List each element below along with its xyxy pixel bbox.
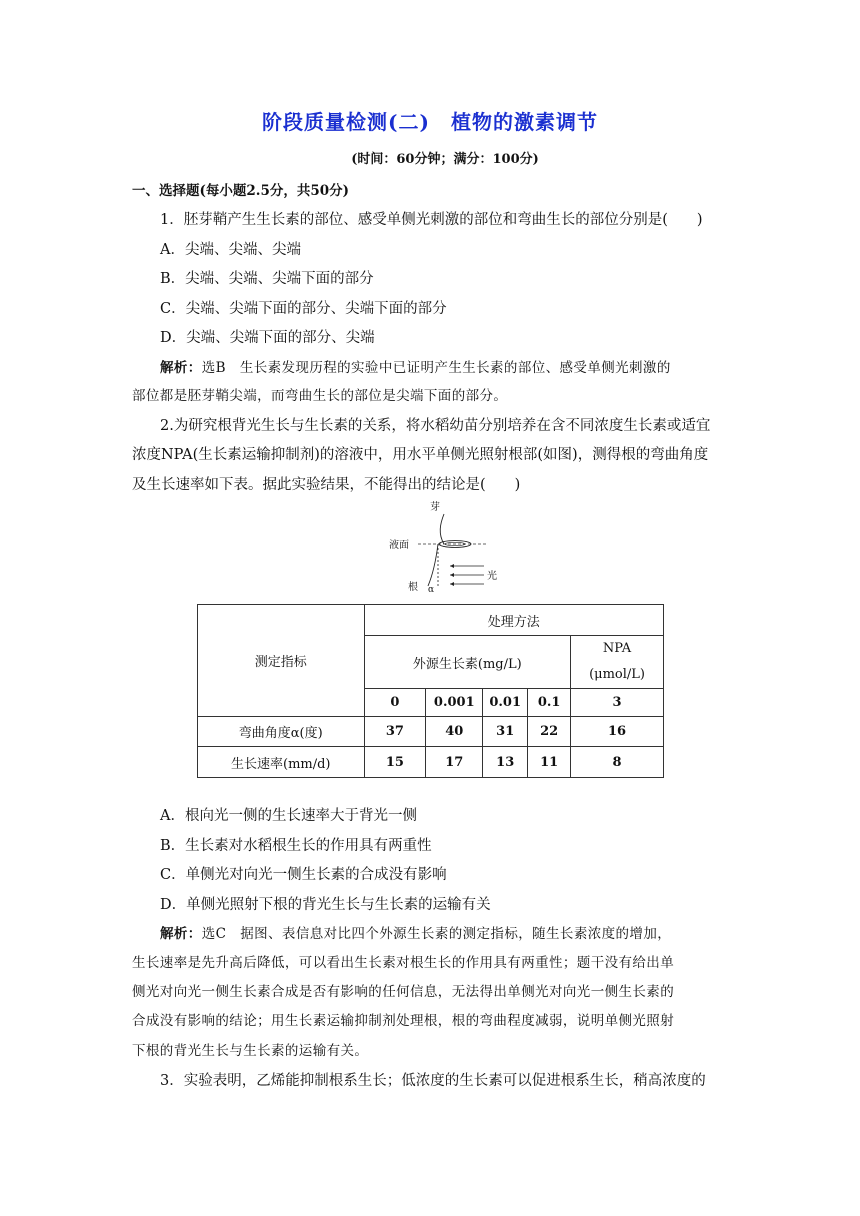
npa-header-name: NPA [602,641,632,656]
question-2-stem: 2.为研究根背光生长与生长素的关系，将水稻幼苗分别培养在含不同浓度生长素或适宜 [160,418,711,434]
light-arrows [450,564,484,586]
row-label: 生长速率(mm/d) [198,747,365,778]
question-1-stem: 1．胚芽鞘产生生长素的部位、感受单侧光刺激的部位和弯曲生长的部位分别是( ) [160,212,703,228]
concentration-cell: 3 [571,689,664,717]
section-heading: 一、选择题(每小题2.5分，共50分) [132,183,350,199]
question-2-analysis-cont: 生长速率是先升高后降低，可以看出生长素对根生长的作用具有两重性；题干没有给出单 [132,955,675,971]
question-2-analysis-cont: 下根的背光生长与生长素的运输有关。 [132,1043,369,1059]
question-1-option-c: C．尖端、尖端下面的部分、尖端下面的部分 [160,301,447,317]
question-2-option-d: D．单侧光照射下根的背光生长与生长素的运输有关 [160,897,491,913]
table-cell: 40 [426,717,483,747]
bud-shoot [440,514,444,544]
analysis-text: 选C 据图、表信息对比四个外源生长素的测定指标，随生长素浓度的增加， [201,926,672,942]
row-header-cell: 测定指标 [198,605,365,717]
question-1-analysis-cont: 部位都是胚芽鞘尖端，而弯曲生长的部位是尖端下面的部分。 [132,388,508,404]
exam-info: (时间：60分钟；满分：100分) [351,152,539,167]
table-cell: 22 [528,717,571,747]
npa-header [571,636,664,689]
table-cell: 31 [483,717,528,747]
question-2-option-a: A．根向光一侧的生长速率大于背光一侧 [160,808,417,824]
table-cell: 13 [483,747,528,778]
table-cell: 37 [364,717,426,747]
concentration-cell: 0.1 [528,689,571,717]
question-2-option-c: C．单侧光对向光一侧生长素的合成没有影响 [160,867,447,883]
analysis-text: 选B 生长素发现历程的实验中已证明产生生长素的部位、感受单侧光刺激的 [201,360,671,376]
question-1-option-a: A．尖端、尖端、尖端 [160,242,301,258]
results-table [197,604,664,778]
table-cell: 15 [364,747,426,778]
row-label: 弯曲角度α(度) [198,717,365,747]
auxin-header: 外源生长素(mg/L) [364,636,571,689]
question-1-option-b: B．尖端、尖端、尖端下面的部分 [160,271,374,287]
page-title: 阶段质量检测(二) 植物的激素调节 [262,110,598,134]
question-2-stem-cont: 浓度NPA(生长素运输抑制剂)的溶液中，用水平单侧光照射根部(如图)，测得根的弯曲角度 [132,447,709,463]
concentration-cell: 0 [364,689,426,717]
table-cell: 16 [571,717,664,747]
table-cell: 11 [528,747,571,778]
question-2-option-b: B．生长素对水稻根生长的作用具有两重性 [160,838,432,854]
concentration-cell: 0.01 [483,689,528,717]
treatment-group-header: 处理方法 [364,605,664,636]
concentration-cell: 0.001 [426,689,483,717]
question-1-analysis [160,356,671,376]
table-cell: 17 [426,747,483,778]
question-2-analysis-cont: 合成没有影响的结论；用生长素运输抑制剂处理根，根的弯曲程度减弱，说明单侧光照射 [132,1013,675,1029]
question-2-analysis-cont: 侧光对向光一侧生长素合成是否有影响的任何信息，无法得出单侧光对向光一侧生长素的 [132,984,675,1000]
root-curve [428,544,438,586]
question-1-option-d: D．尖端、尖端下面的部分、尖端 [160,330,375,346]
liquid-surface-label: 液面 [389,540,409,551]
table-row [198,717,664,747]
alpha-label: α [428,585,435,592]
seedling-light-figure [388,500,508,592]
question-3-stem: 3．实验表明，乙烯能抑制根系生长；低浓度的生长素可以促进根系生长，稍高浓度的 [160,1073,706,1089]
light-label: 光 [487,571,497,582]
npa-header-unit: (μmol/L) [589,667,645,682]
bud-label: 芽 [430,502,440,513]
question-2-stem-cont: 及生长速率如下表。据此实验结果，不能得出的结论是( ) [132,477,521,493]
root-label: 根 [408,582,418,592]
analysis-label: 解析： [160,926,202,942]
analysis-label: 解析： [160,360,202,376]
table-row [198,747,664,778]
question-2-analysis [160,922,671,942]
table-cell: 8 [571,747,664,778]
